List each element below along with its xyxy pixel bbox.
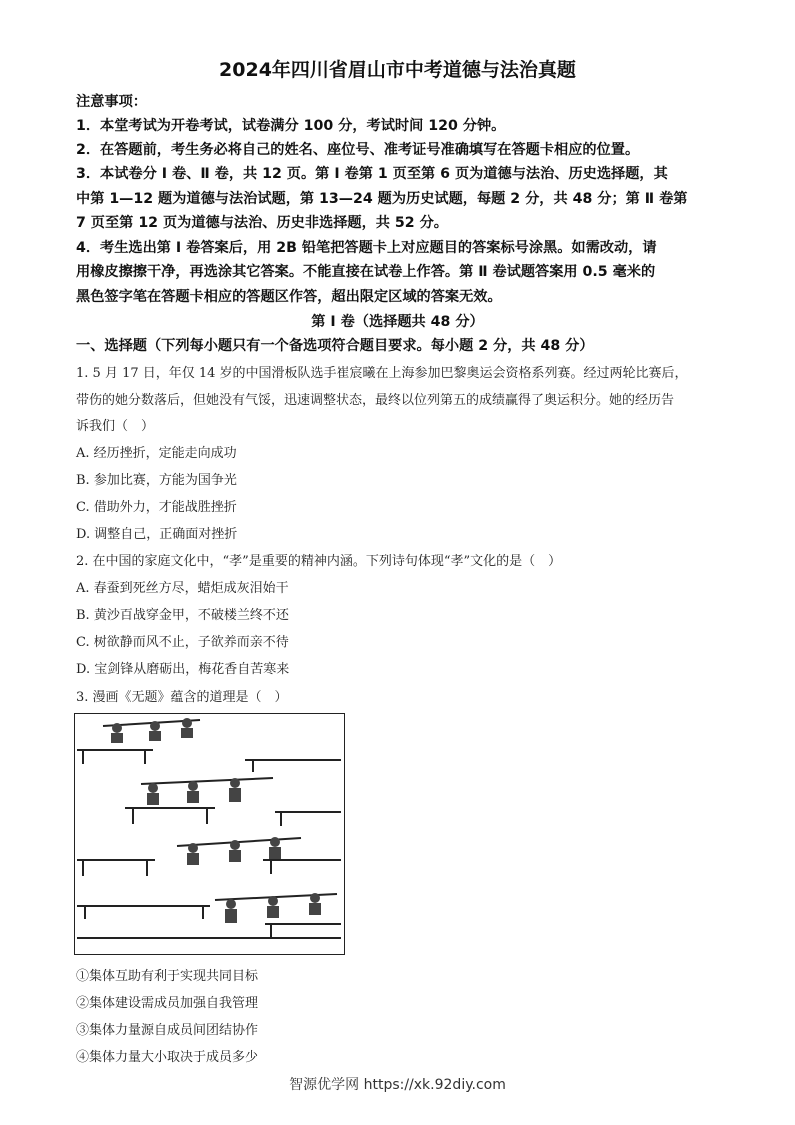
notice-heading: 注意事项：	[76, 94, 147, 110]
notice-line: 中第 1—12 题为道德与法治试题，第 13—24 题为历史试题，每题 2 分，共 48 分；第 Ⅱ 卷第	[76, 191, 688, 207]
question-2-option-a: A. 春蚕到死丝方尽，蜡炬成灰泪始干	[76, 581, 289, 596]
page-title: 2024年四川省眉山市中考道德与法治真题	[219, 59, 576, 81]
question-1-line: 带伤的她分数落后，但她没有气馁，迅速调整状态，最终以位列第五的成绩赢得了奥运积分。她的经历告	[76, 393, 675, 408]
question-2-option-c: C. 树欲静而风不止，子欲养而亲不待	[76, 635, 289, 650]
notice-line: 4．考生选出第 Ⅰ 卷答案后，用 2B 铅笔把答题卡上对应题目的答案标号涂黑。如需改动，请	[76, 240, 657, 256]
cartoon-drawing	[75, 714, 343, 953]
question-3-item-2: ②集体建设需成员加强自我管理	[76, 996, 259, 1011]
notice-line: 用橡皮擦擦干净，再选涂其它答案。不能直接在试卷上作答。第 Ⅱ 卷试题答案用 0.5 毫米的	[76, 264, 656, 280]
notice-line: 2．在答题前，考生务必将自己的姓名、座位号、准考证号准确填写在答题卡相应的位置。	[76, 142, 640, 158]
question-3-item-4: ④集体力量大小取决于成员多少	[76, 1050, 259, 1065]
question-2-option-d: D. 宝剑锋从磨砺出，梅花香自苦寒来	[76, 662, 290, 677]
part-heading: 一、选择题（下列每小题只有一个备选项符合题目要求。每小题 2 分，共 48 分）	[76, 338, 594, 354]
question-1-option-d: D. 调整自己，正确面对挫折	[76, 527, 238, 542]
question-3-item-3: ③集体力量源自成员间团结协作	[76, 1023, 259, 1038]
question-2-option-b: B. 黄沙百战穿金甲，不破楼兰终不还	[76, 608, 289, 623]
question-1-option-a: A. 经历挫折，定能走向成功	[76, 446, 237, 461]
question-1-option-b: B. 参加比赛，方能为国争光	[76, 473, 237, 488]
question-3-stem: 3. 漫画《无题》蕴含的道理是（ ）	[76, 690, 288, 705]
question-2-stem: 2. 在中国的家庭文化中，“孝”是重要的精神内涵。下列诗句体现“孝”文化的是（ ）	[76, 554, 562, 569]
notice-line: 1．本堂考试为开卷考试，试卷满分 100 分，考试时间 120 分钟。	[76, 118, 506, 134]
notice-line: 7 页至第 12 页为道德与法治、历史非选择题，共 52 分。	[76, 215, 448, 231]
question-1-line: 诉我们（ ）	[76, 419, 155, 434]
footer-watermark: 智源优学网 https://xk.92diy.com	[289, 1077, 506, 1093]
notice-line: 3．本试卷分 Ⅰ 卷、Ⅱ 卷，共 12 页。第 Ⅰ 卷第 1 页至第 6 页为道德与法治、历史选择题，其	[76, 166, 668, 182]
section-title: 第 Ⅰ 卷（选择题共 48 分）	[311, 314, 484, 330]
question-1-option-c: C. 借助外力，才能战胜挫折	[76, 500, 237, 515]
cartoon-image	[74, 713, 345, 955]
question-3-item-1: ①集体互助有利于实现共同目标	[76, 969, 259, 984]
question-1-line: 1. 5 月 17 日，年仅 14 岁的中国滑板队选手崔宸曦在上海参加巴黎奥运会资格系列赛。经过两轮比赛后，	[76, 366, 688, 381]
notice-line: 黑色签字笔在答题卡相应的答题区作答，超出限定区域的答案无效。	[76, 289, 502, 305]
